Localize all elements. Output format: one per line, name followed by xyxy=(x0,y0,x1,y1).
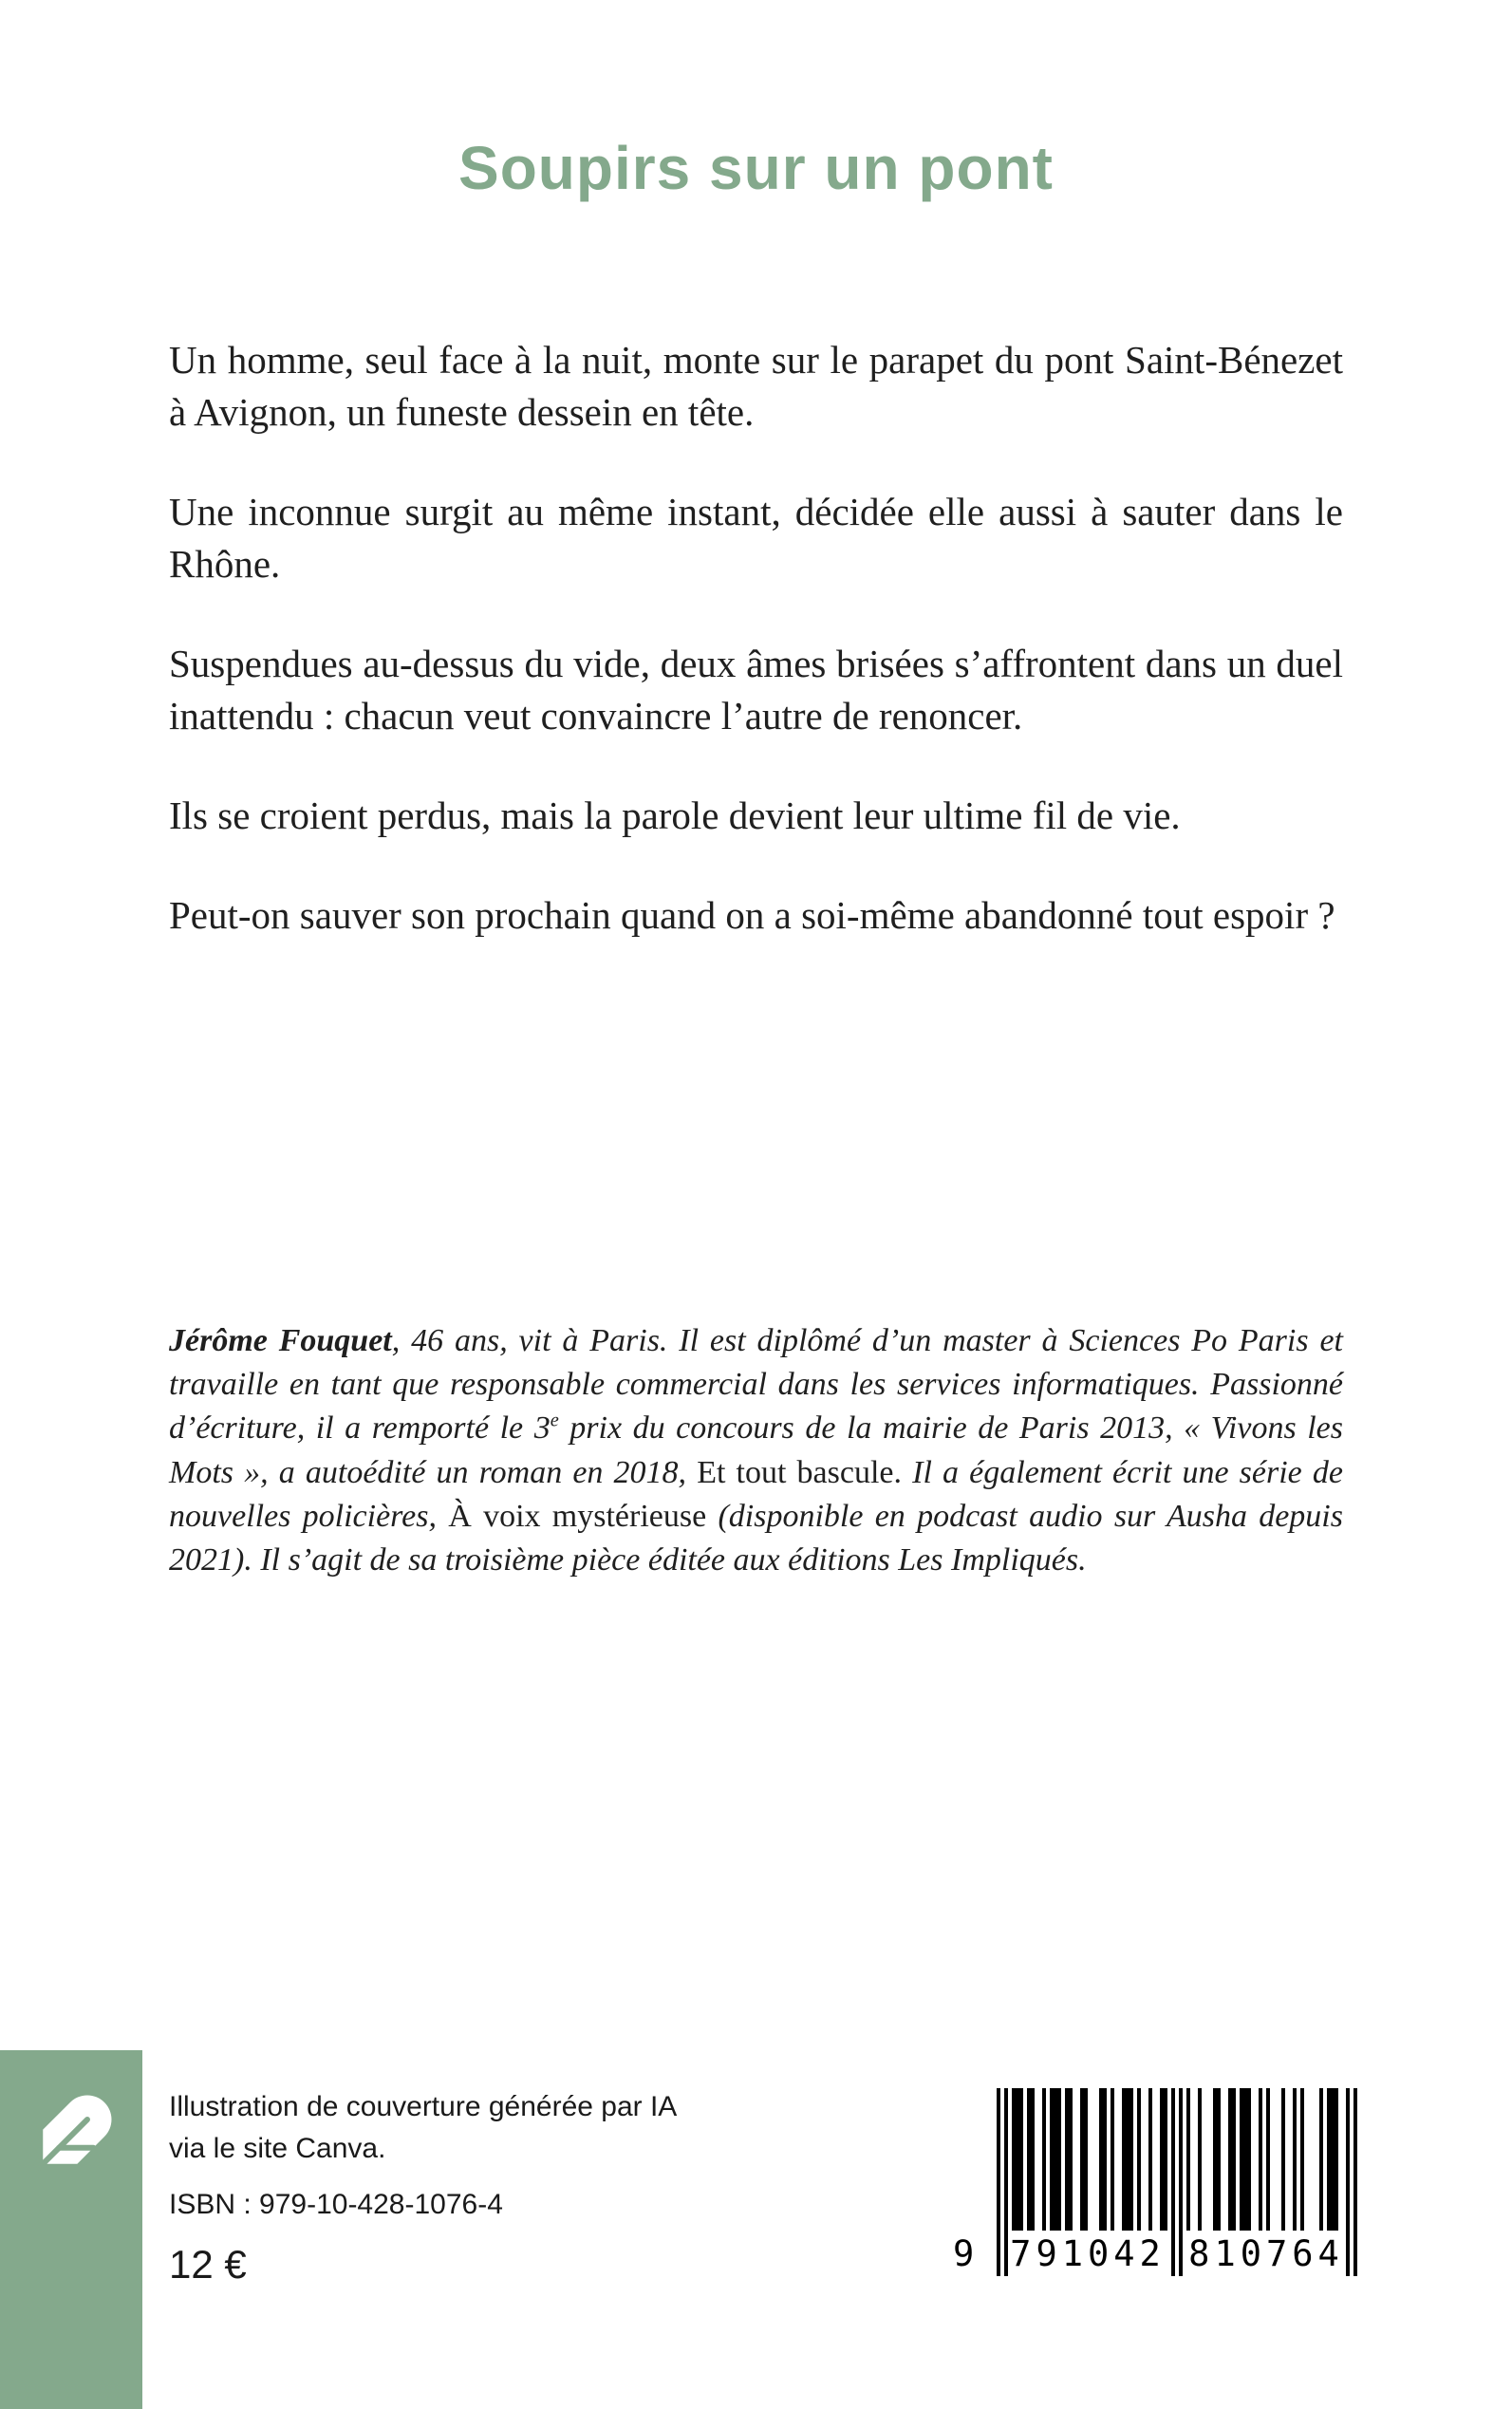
synopsis-paragraph: Peut-on sauver son prochain quand on a soi-même abandonné tout espoir ? xyxy=(169,892,1335,937)
barcode-digit-first: 9 xyxy=(953,2233,975,2274)
bio-segment: (disponible en podcast audio sur Ausha depuis 2021). Il s’agit de sa troisième pièce éditée aux éditions Les Impliqués. xyxy=(169,1498,1343,1578)
barcode xyxy=(953,2088,1357,2276)
barcode-digits-left: 791042 xyxy=(1008,2231,1167,2276)
credit-line-2: via le site Canva. xyxy=(169,2133,386,2164)
bio-segment: Et tout bascule. xyxy=(697,1454,903,1490)
synopsis-paragraph: Ils se croient perdus, mais la parole devient leur ultime fil de vie. xyxy=(169,793,1181,837)
bio-segment: prix du concours de la mairie de Paris 2013, « Vivons les Mots », a autoédité un roman en 2018, xyxy=(169,1410,1343,1490)
price: 12 € xyxy=(169,2242,247,2287)
synopsis-paragraph: Un homme, seul face à la nuit, monte sur le parapet du pont Saint-Bénezet à Avignon, un funeste dessein en tête. xyxy=(169,338,1343,434)
bio-segment: , 46 ans, vit à Paris. Il est diplômé d’un master à Sciences Po Paris et travaille en tant que responsable commercial dans les services informatiques. Passionné d’écriture, il a remporté le 3 xyxy=(169,1323,1343,1447)
synopsis-paragraph: Suspendues au-dessus du vide, deux âmes brisées s’affrontent dans un duel inattendu : chacun veut convaincre l’autre de renoncer. xyxy=(169,641,1343,738)
bio-segment: À voix mystérieuse xyxy=(448,1498,707,1534)
synopsis xyxy=(169,334,1343,989)
synopsis-paragraph: Une inconnue surgit au même instant, décidée elle aussi à sauter dans le Rhône. xyxy=(169,489,1343,586)
author-bio xyxy=(169,1319,1343,1582)
barcode-digits-right: 810764 xyxy=(1186,2231,1346,2276)
bio-segment: Jérôme Fouquet xyxy=(169,1323,392,1358)
illustration-credit xyxy=(169,2086,677,2170)
accent-stripe xyxy=(0,2050,142,2409)
credit-line-1: Illustration de couverture générée par IA xyxy=(169,2091,678,2122)
bio-segment: e xyxy=(550,1410,559,1432)
isbn: ISBN : 979-10-428-1076-4 xyxy=(169,2189,503,2220)
feather-icon xyxy=(23,2082,120,2189)
book-title: Soupirs sur un pont xyxy=(458,134,1054,202)
bio-segment: Il a également écrit une série de nouvelles policières, xyxy=(169,1454,1343,1534)
